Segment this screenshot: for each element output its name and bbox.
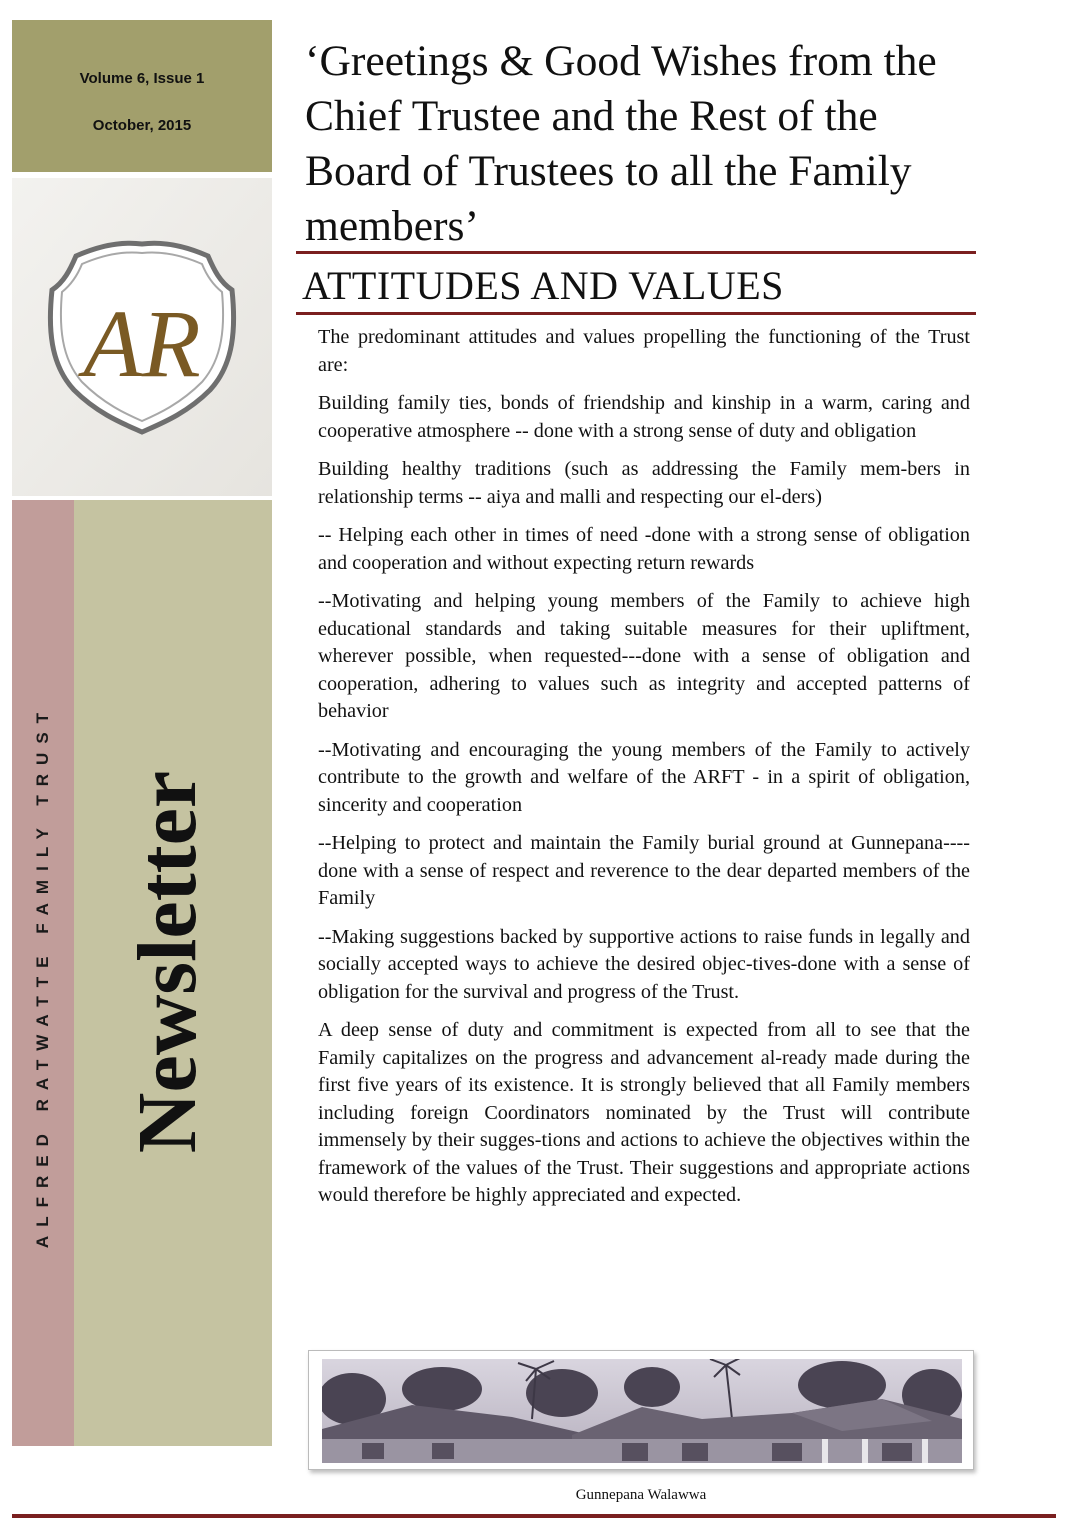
article-body: [318, 324, 970, 1221]
greeting-heading: ‘Greetings & Good Wishes from the Chief Trustee and the Rest of the Board of Trustees to all the Family members’: [305, 37, 937, 250]
paragraph: --Motivating and helping young members of the Family to achieve high educational standards and taking suitable measures for their upliftment, wherever possible, when requested---done with a sense of obligation and cooperation, adhering to values such as integrity and accepted patterns of behavior: [318, 590, 970, 722]
divider-bottom: [296, 312, 976, 315]
photo-caption: Gunnepana Walawwa: [575, 1487, 707, 1503]
footer-rule: [12, 1514, 1056, 1518]
logo-panel: [12, 178, 272, 496]
paragraph: --Making suggestions backed by supportive actions to raise funds in legally and socially accepted ways to achieve the desired objec-tives-done with a sense of obligation for the survival and progress of the Trust.: [318, 925, 970, 1003]
paragraph: Building healthy traditions (such as addressing the Family mem-bers in relationship terms -- aiya and malli and respecting our el-ders): [318, 458, 970, 508]
walawwa-photo-image: [322, 1359, 962, 1463]
trust-name: ALFRED RATWATTE FAMILY TRUST: [33, 703, 52, 1249]
volume-issue: Volume 6, Issue 1: [79, 70, 205, 87]
paragraph: -- Helping each other in times of need -done with a strong sense of obligation and cooperation and without expecting return rewards: [318, 524, 970, 574]
paragraph: --Helping to protect and maintain the Family burial ground at Gunnepana----done with a sense of respect and reverence to the dear departed members of the Family: [318, 832, 970, 909]
family-crest-logo: [12, 178, 272, 496]
logo-monogram: AR: [83, 290, 201, 397]
paragraph: The predominant attitudes and values propelling the functioning of the Trust are:: [318, 326, 970, 376]
paragraph: --Motivating and encouraging the young members of the Family to actively contribute to the growth and welfare of the ARFT - in a spirit of obligation, sincerity and cooperation: [318, 738, 970, 816]
section-title: ATTITUDES AND VALUES: [302, 263, 784, 308]
issue-info-box: [12, 20, 272, 172]
newsletter-title: Newsletter: [121, 770, 214, 1154]
divider-top: [296, 251, 976, 254]
issue-date: October, 2015: [92, 117, 192, 134]
house-photo: [308, 1350, 974, 1470]
paragraph: Building family ties, bonds of friendship and kinship in a warm, caring and cooperative atmosphere -- done with a strong sense of duty and obligation: [318, 392, 970, 442]
paragraph: A deep sense of duty and commitment is expected from all to see that the Family capitalizes on the progress and advancement al-ready made during the first five years of its existence. It is strongly believed that all Family members including foreign Coordinators nominated by the Trust will contribute immensely by their sugges-tions and actions to achieve the objectives within the framework of the values of the Trust. Their suggestions and appropriate actions would therefore be highly appreciated and expected.: [318, 1019, 970, 1206]
